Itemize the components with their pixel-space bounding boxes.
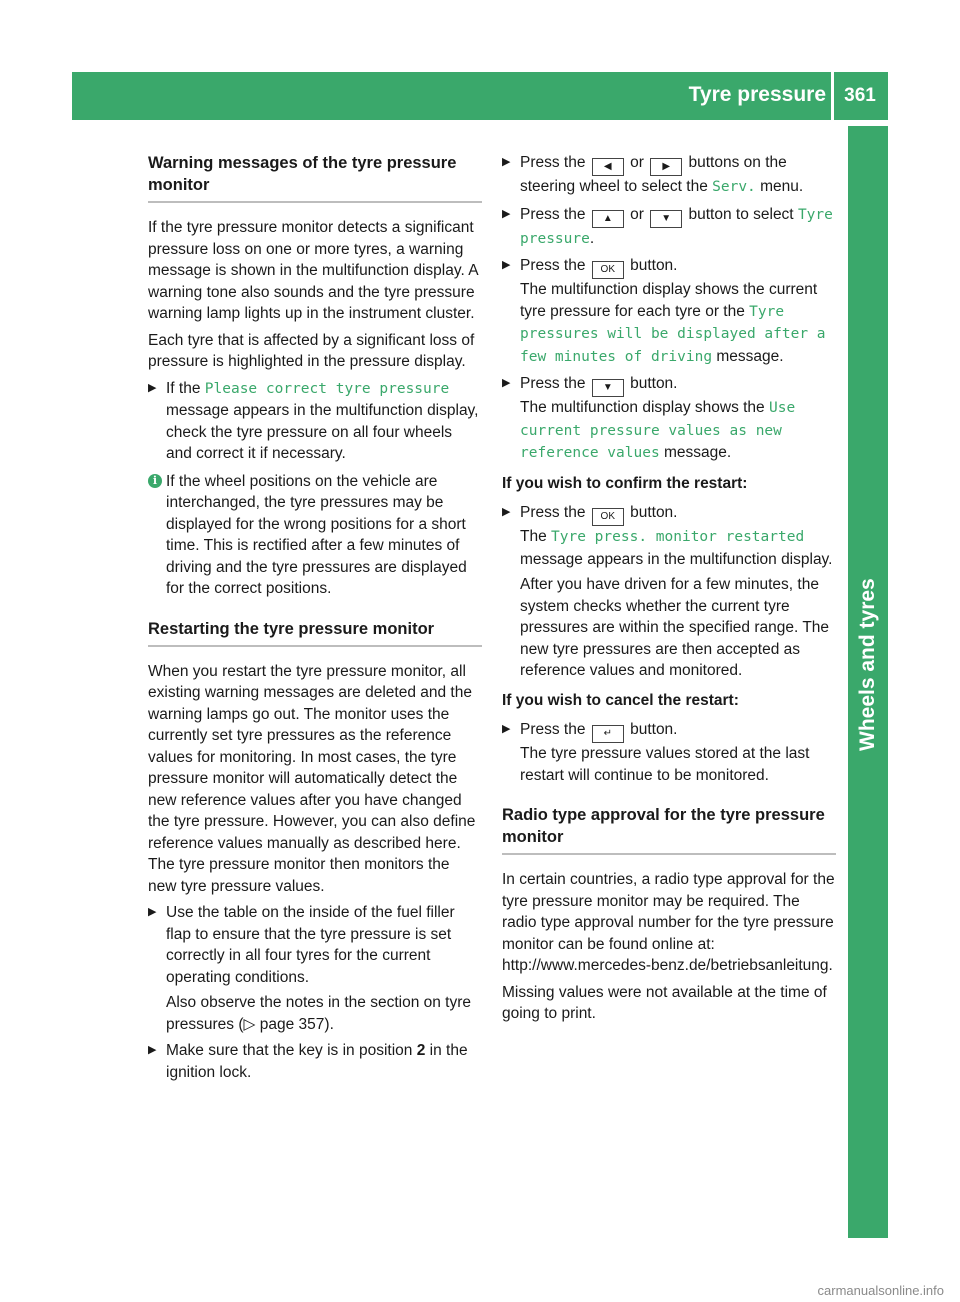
page-number: 361 <box>844 85 876 106</box>
right-button-icon: ▶ <box>650 158 682 176</box>
info-icon: i <box>148 474 162 488</box>
instruction-step: ▶ Use the table on the inside of the fuel filler flap to ensure that the tyre pressure is set correctly in all four tyres for the current operating conditions. Also observe the notes in the section on tyre pressures (▷ page 357). <box>148 904 472 1033</box>
side-tab-label: Wheels and tyres <box>856 578 879 751</box>
display-message: Serv. <box>712 179 756 195</box>
paragraph: In certain countries, a radio type approval for the tyre pressure monitor may be required. The radio type approval number for the tyre pressure monitor can be found online at: http://www.mercedes-benz.de/betriebsanleitung. <box>502 871 835 974</box>
step-arrow-icon: ▶ <box>502 207 511 220</box>
heading-rule <box>502 853 836 855</box>
subheading-cancel: If you wish to cancel the restart: <box>502 691 739 709</box>
heading-rule <box>148 645 482 647</box>
step-arrow-icon: ▶ <box>502 377 511 389</box>
ok-button-icon: OK <box>592 261 624 279</box>
instruction-step: ▶ Press the ▼ button. The multifunction display shows the Use current pressure values as new reference values message. <box>502 375 796 461</box>
display-message: Tyre press. monitor restarted <box>551 529 805 545</box>
display-message: Use current pressure values as new reference values <box>520 400 796 461</box>
left-button-icon: ◀ <box>592 158 624 176</box>
section-heading-warning-messages: Warning messages of the tyre pressure monitor <box>148 154 457 194</box>
paragraph: Each tyre that is affected by a significant loss of pressure is highlighted in the pressure display. <box>148 331 475 370</box>
header-title: Tyre pressure <box>688 83 826 106</box>
paragraph: Missing values were not available at the time of going to print. <box>502 983 827 1022</box>
heading-rule <box>148 201 482 203</box>
page-reference-link[interactable]: page 357 <box>259 1015 325 1033</box>
right-column <box>502 152 836 1030</box>
step-arrow-icon: ▶ <box>148 381 157 394</box>
section-heading-radio-approval: Radio type approval for the tyre pressure monitor <box>502 806 825 846</box>
step-arrow-icon: ▶ <box>502 723 511 735</box>
display-message: Tyre pressures will be displayed after a few minutes of driving <box>520 303 826 365</box>
step-arrow-icon: ▶ <box>502 156 511 168</box>
info-note: i If the wheel positions on the vehicle are interchanged, the tyre pressures may be displayed for the wrong positions for a short time. This is rectified after a few minutes of driving and the tyre pressures are displayed for the correct positions. <box>148 471 482 600</box>
instruction-step: ▶ Press the OK button. The multifunction display shows the current tyre pressure for each tyre or the Tyre pressures will be displayed after a few minutes of driving message. <box>502 257 826 365</box>
up-button-icon: ▲ <box>592 210 624 228</box>
back-button-icon: ↵ <box>592 725 624 743</box>
subheading-confirm: If you wish to confirm the restart: <box>502 474 748 492</box>
display-message: Please correct tyre pressure <box>204 380 450 397</box>
step-arrow-icon: ▶ <box>502 259 511 271</box>
ok-button-icon: OK <box>592 508 624 526</box>
display-message: Tyre pressure <box>520 206 833 247</box>
watermark: carmanualsonline.info <box>817 1283 944 1298</box>
left-column <box>148 152 482 1088</box>
instruction-step: ▶ Press the ▲ or ▼ button to select Tyre pressure. <box>502 205 833 247</box>
instruction-step: ▶ Press the ↵ button. The tyre pressure values stored at the last restart will continue to be monitored. <box>502 721 810 784</box>
down-button-icon: ▼ <box>650 210 682 228</box>
instruction-step: ▶ Make sure that the key is in position 2 in the ignition lock. <box>148 1042 468 1081</box>
header-separator <box>831 72 834 120</box>
page-reference-arrow-icon: ▷ <box>243 1015 256 1033</box>
step-arrow-icon: ▶ <box>148 906 157 918</box>
step-arrow-icon: ▶ <box>148 1044 157 1056</box>
instruction-step: ▶ If the Please correct tyre pressure message appears in the multifunction display, check the tyre pressure on all four wheels and correct it if necessary. <box>148 379 479 462</box>
down-button-icon: ▼ <box>592 379 624 397</box>
instruction-step: ▶ Press the ◀ or ▶ buttons on the steering wheel to select the Serv. menu. <box>502 154 804 195</box>
paragraph: When you restart the tyre pressure monitor, all existing warning messages are deleted and the warning lamps go out. The monitor uses the currently set tyre pressures as the reference values for monitoring. In most cases, the tyre pressure monitor will automatically detect the new reference values after you have changed the tyre pressure. However, you can also define reference values manually as described here. The tyre pressure monitor then monitors the new tyre pressure values. <box>148 662 476 895</box>
paragraph: If the tyre pressure monitor detects a significant pressure loss on one or more tyres, a warning message is shown in the multifunction display. A warning tone also sounds and the tyre pressure warning lamp lights up in the instrument cluster. <box>148 219 478 322</box>
section-heading-restarting: Restarting the tyre pressure monitor <box>148 619 435 638</box>
instruction-step: ▶ Press the OK button. The Tyre press. monitor restarted message appears in the multifunction display. After you have driven for a few minutes, the system checks whether the current tyre pressures are within the specified range. The new tyre pressures are then accepted as reference values and monitored. <box>502 504 833 679</box>
step-arrow-icon: ▶ <box>502 506 511 518</box>
